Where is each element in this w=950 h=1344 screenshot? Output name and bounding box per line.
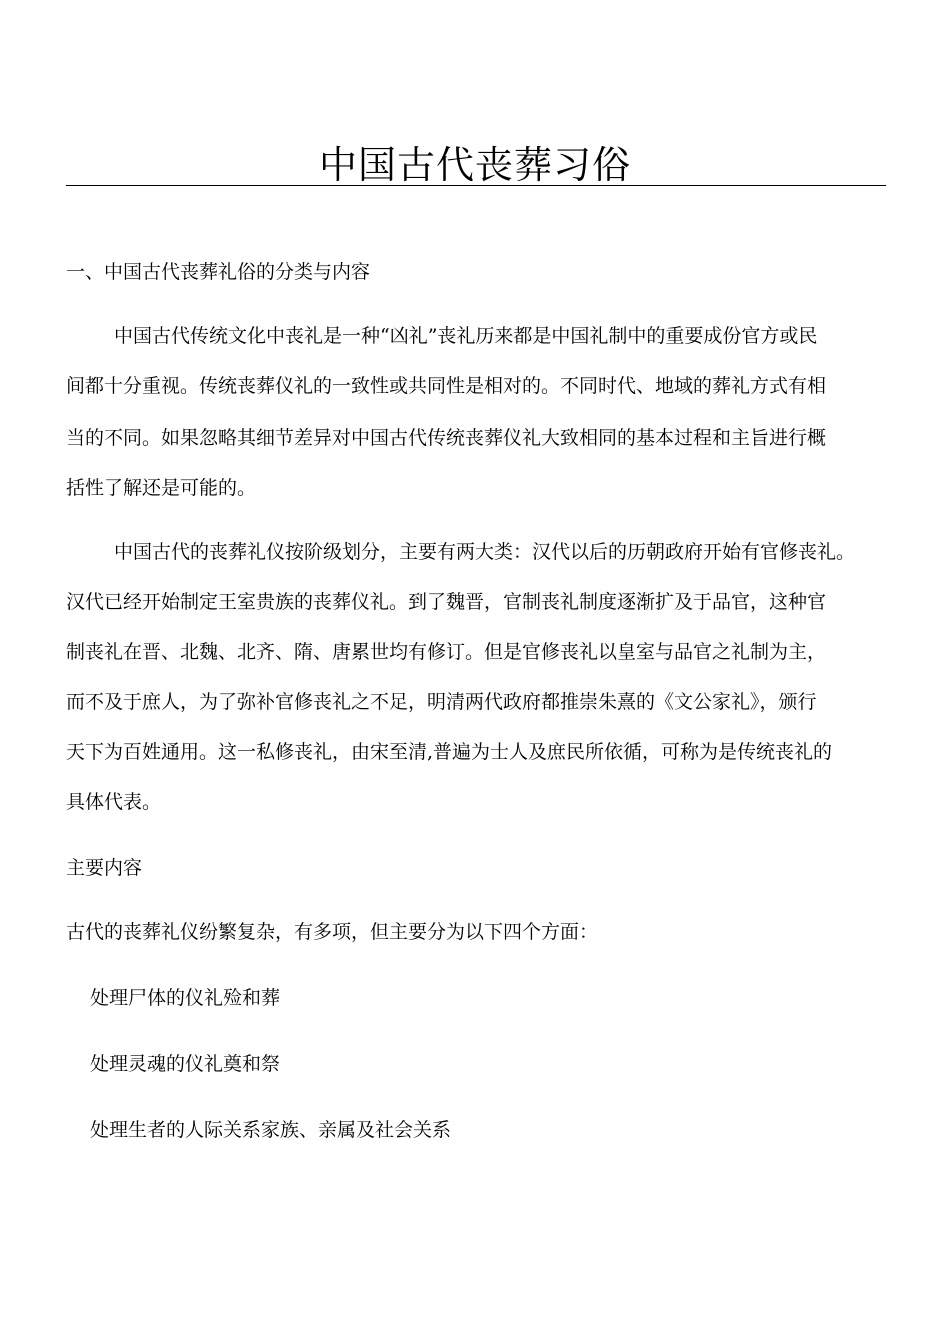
paragraph2-line: 制丧礼在晋、北魏、北齐、隋、唐累世均有修订。但是官修丧礼以皇室与品官之礼制为主， <box>66 641 827 663</box>
list-item: 处理灵魂的仪礼奠和祭 <box>90 1053 281 1075</box>
paragraph2-line: 中国古代的丧葬礼仪按阶级划分，主要有两大类：汉代以后的历朝政府开始有官修丧礼。 <box>114 541 856 563</box>
paragraph1-line: 中国古代传统文化中丧礼是一种“凶礼”丧礼历来都是中国礼制中的重要成份官方或民 <box>114 325 818 347</box>
list-item: 处理生者的人际关系家族、亲属及社会关系 <box>90 1119 452 1141</box>
document-title: 中国古代丧葬习俗 <box>318 143 631 187</box>
paragraph2-line: 而不及于庶人，为了弥补官修丧礼之不足，明清两代政府都推崇朱熹的《文公家礼》，颁行 <box>66 691 817 713</box>
title-underline <box>66 185 886 186</box>
section-heading: 一、中国古代丧葬礼俗的分类与内容 <box>66 261 371 283</box>
paragraph1-line: 间都十分重视。传统丧葬仪礼的一致性或共同性是相对的。不同时代、地域的葬礼方式有相 <box>66 375 827 397</box>
intro-line: 古代的丧葬礼仪纷繁复杂，有多项，但主要分为以下四个方面： <box>66 921 599 943</box>
paragraph2-line: 具体代表。 <box>66 791 162 813</box>
paragraph1-line: 括性了解还是可能的。 <box>66 477 257 499</box>
paragraph2-line: 汉代已经开始制定王室贵族的丧葬仪礼。到了魏晋，官制丧礼制度逐渐扩及于品官，这种官 <box>66 591 827 613</box>
paragraph1-line: 当的不同。如果忽略其细节差异对中国古代传统丧葬仪礼大致相同的基本过程和主旨进行概 <box>66 427 827 449</box>
subheading: 主要内容 <box>66 857 143 879</box>
paragraph2-line: 天下为百姓通用。这一私修丧礼，由宋至清,普遍为士人及庶民所依循，可称为是传统丧礼的 <box>66 741 833 763</box>
list-item: 处理尸体的仪礼殓和葬 <box>90 987 281 1009</box>
